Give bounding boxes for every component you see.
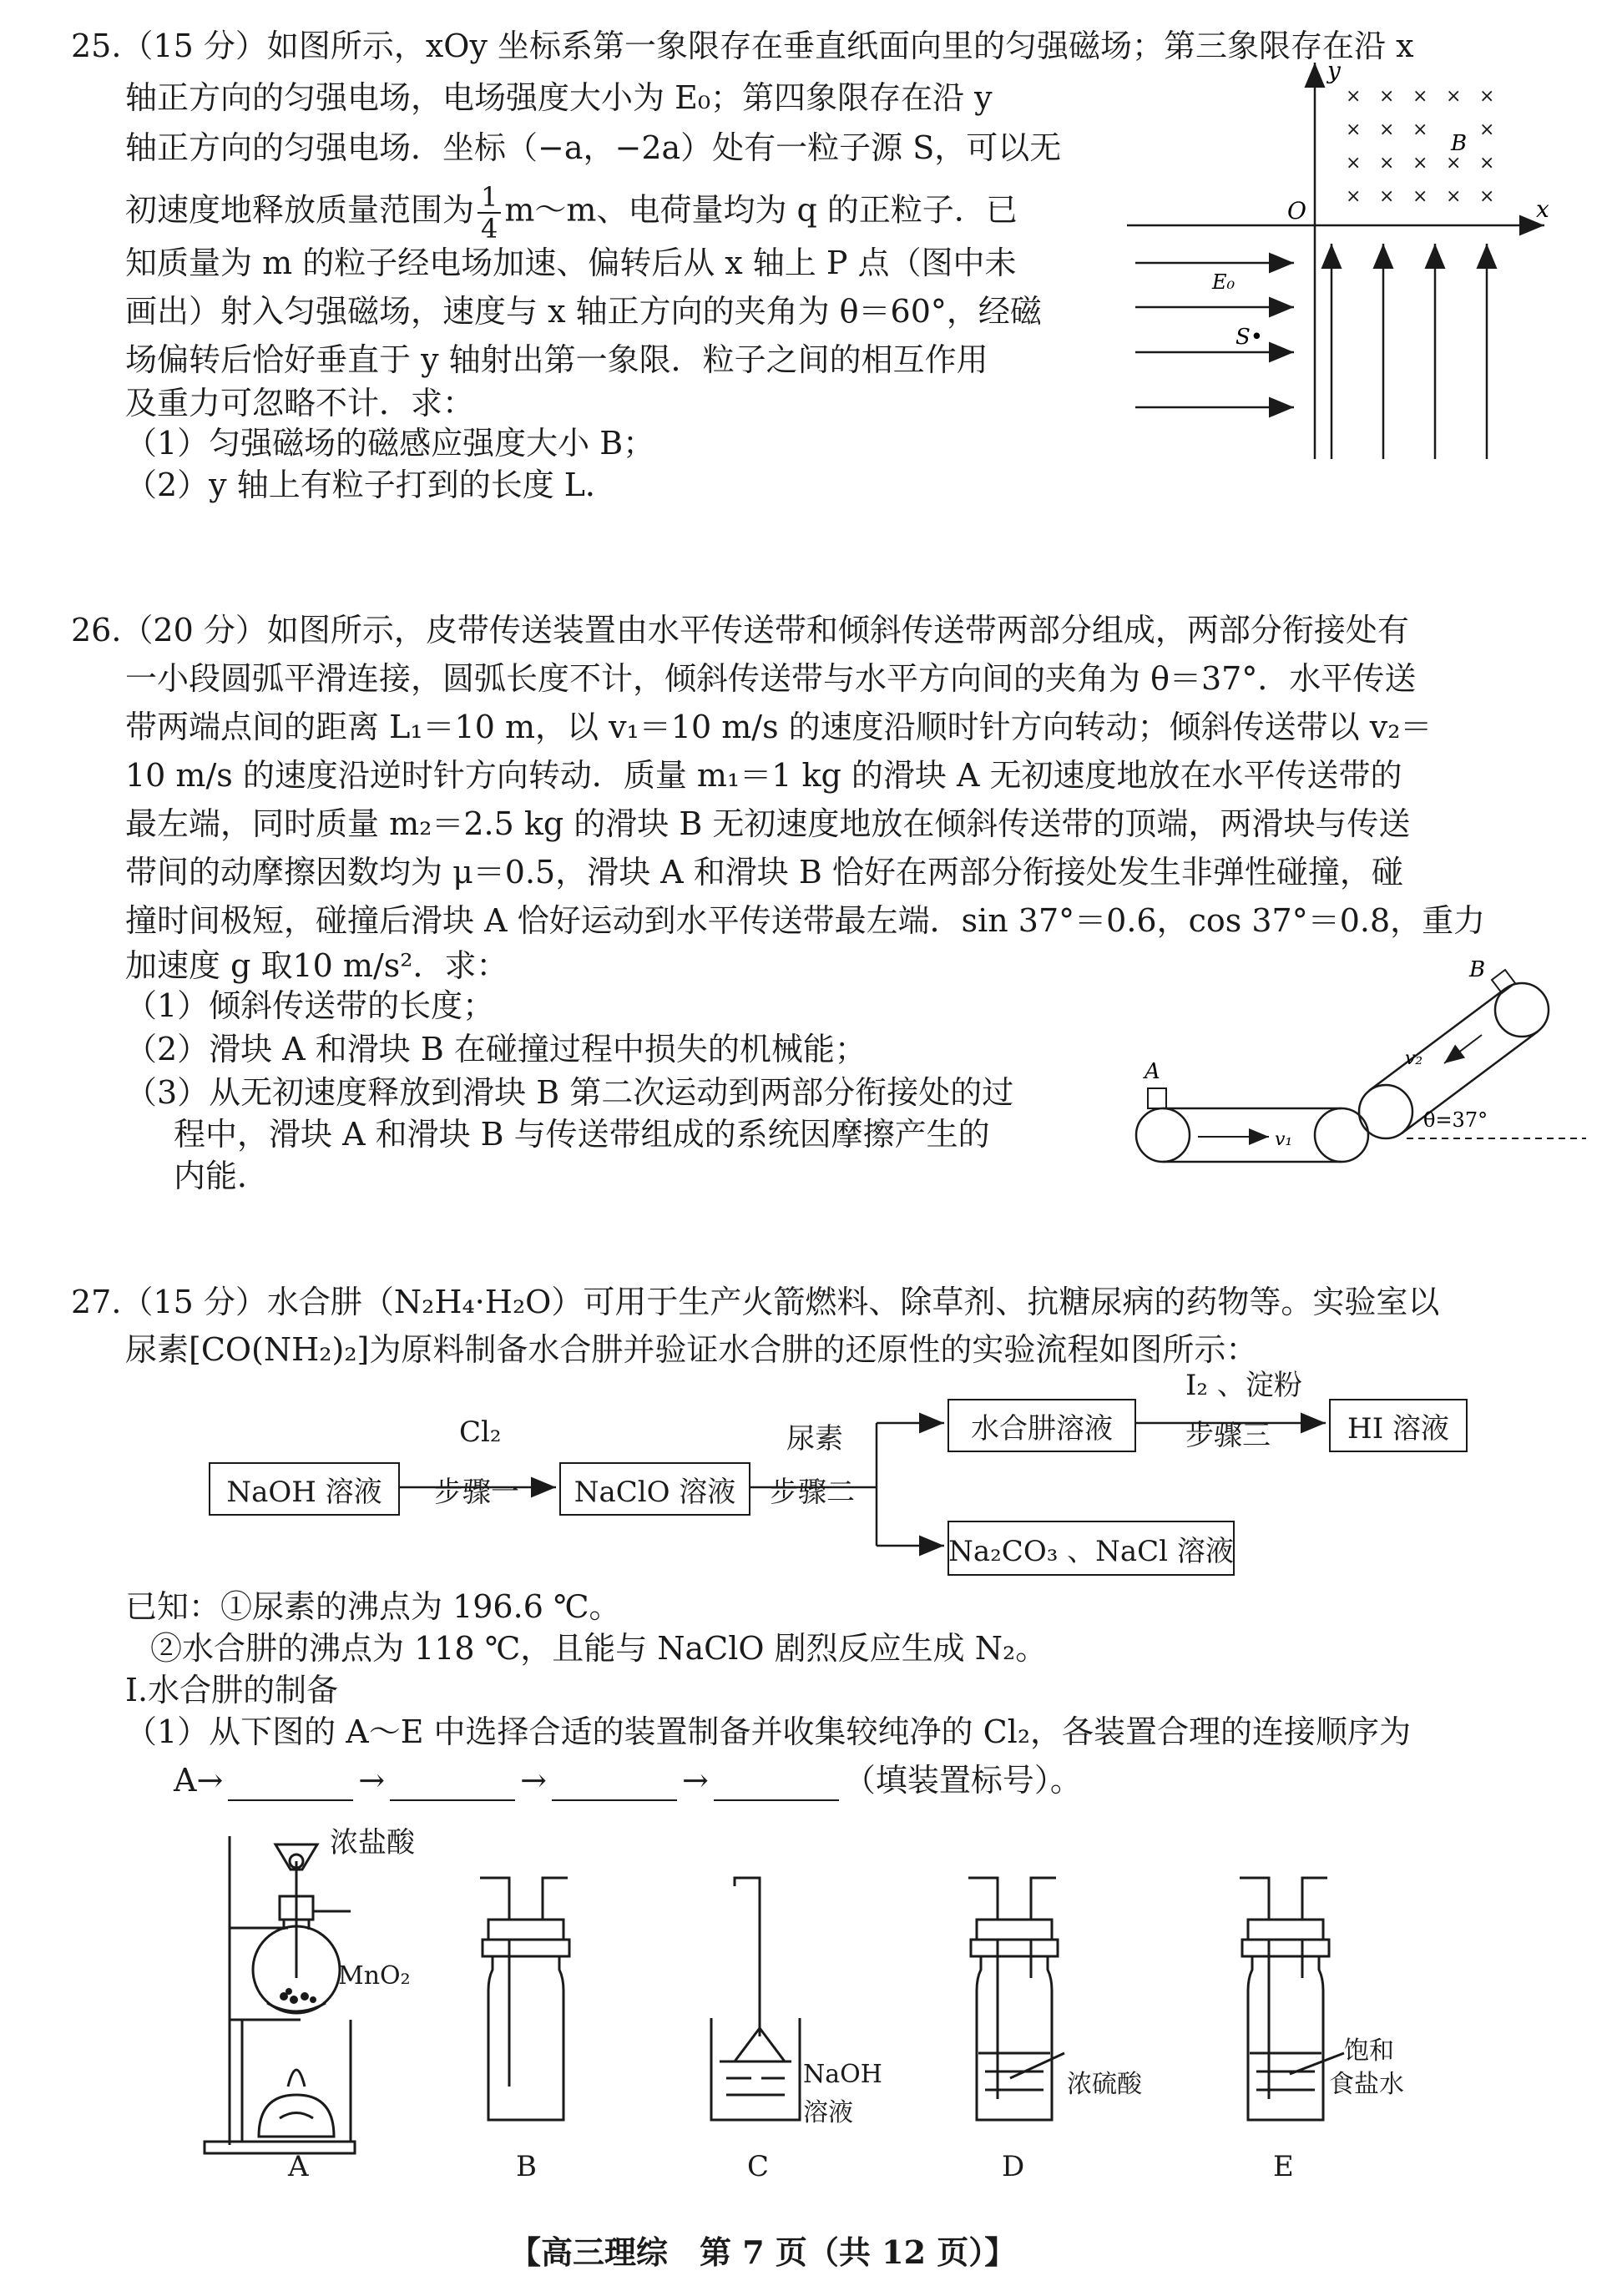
flow-box-hydrazine: 水合肼溶液 (947, 1399, 1136, 1452)
answer-blank-3[interactable] (552, 1769, 677, 1801)
q27-line-1: 27.（15 分）水合肼（N₂H₄·H₂O）可用于生产火箭燃料、除草剂、抗糖尿病的药物等。实验室以 (71, 1284, 1440, 1320)
q26-line-12: 程中，滑块 A 和滑块 B 与传送带组成的系统因摩擦产生的 (174, 1116, 990, 1153)
svg-text:×: × (1379, 186, 1395, 207)
frac-numerator: 1 (478, 182, 501, 214)
x-axis-label: x (1536, 195, 1549, 223)
svg-text:×: × (1412, 186, 1428, 207)
q26-line-10: （2）滑块 A 和滑块 B 在碰撞过程中损失的机械能； (125, 1031, 867, 1067)
q26-line-13: 内能． (174, 1158, 270, 1194)
svg-text:×: × (1412, 153, 1428, 174)
apparatus-label-b: B (516, 2150, 537, 2183)
order-arrow-1: → (358, 1762, 386, 1799)
e0-label: E₀ (1212, 270, 1235, 294)
block-b-label: B (1469, 957, 1486, 982)
svg-text:×: × (1346, 153, 1362, 174)
b-field-label: B (1451, 131, 1468, 156)
v2-label: v₂ (1405, 1048, 1423, 1069)
source-s-label: S• (1235, 325, 1264, 350)
svg-text:×: × (1446, 186, 1462, 207)
q25-line-2: 轴正方向的匀强电场，电场强度大小为 E₀；第四象限存在沿 y (125, 79, 993, 116)
q26-line-3: 带两端点间的距离 L₁＝10 m，以 v₁＝10 m/s 的速度沿顺时针方向转动；倾斜传送带以 v₂＝ (125, 709, 1433, 745)
answer-blank-2[interactable] (390, 1769, 515, 1801)
svg-text:×: × (1479, 119, 1495, 140)
apparatus-label-d: D (1002, 2150, 1025, 2183)
label-mno2: MnO₂ (338, 1961, 411, 1991)
q27-known-1: 已知：①尿素的沸点为 196.6 ℃。 (125, 1588, 621, 1625)
flow-box-naoh: NaOH 溶液 (209, 1462, 400, 1516)
svg-text:×: × (1446, 86, 1462, 107)
q25-line-8: 及重力可忽略不计．求： (125, 385, 475, 421)
q26-line-9: （1）倾斜传送带的长度； (125, 987, 495, 1024)
order-arrow-2: → (520, 1762, 547, 1799)
y-axis-label: y (1327, 57, 1341, 84)
svg-text:×: × (1479, 153, 1495, 174)
flow-step3-label: 步骤三 (1185, 1419, 1271, 1452)
answer-blank-1[interactable] (228, 1769, 353, 1801)
block-a-label: A (1145, 1059, 1160, 1084)
q26-line-11: （3）从无初速度释放到滑块 B 第二次运动到两部分衔接处的过 (125, 1074, 1014, 1111)
order-end: （填装置标号）。 (843, 1762, 1082, 1799)
svg-text:×: × (1412, 119, 1428, 140)
angle-label: θ=37° (1423, 1108, 1488, 1132)
q26-line-5: 最左端，同时质量 m₂＝2.5 kg 的滑块 B 无初速度地放在倾斜传送带的顶端，两滑块与传送 (125, 805, 1411, 842)
q27-section-heading: Ⅰ.水合肼的制备 (125, 1672, 339, 1708)
label-brine: 食盐水 (1329, 2070, 1404, 2099)
q27-part1-question: （1）从下图的 A～E 中选择合适的装置制备并收集较纯净的 Cl₂，各装置合理的连接顺序为 (125, 1713, 1412, 1750)
svg-text:×: × (1346, 119, 1362, 140)
origin-label: O (1287, 197, 1306, 225)
q26-line-4: 10 m/s 的速度沿逆时针方向转动．质量 m₁＝1 kg 的滑块 A 无初速度地放在水平传送带的 (125, 757, 1402, 794)
apparatus-a (205, 1836, 355, 2153)
flow-cl2-label: Cl₂ (459, 1415, 502, 1449)
flow-box-naclo: NaClO 溶液 (559, 1462, 750, 1516)
apparatus-c (711, 1878, 800, 2120)
q25-line-5: 知质量为 m 的粒子经电场加速、偏转后从 x 轴上 P 点（图中未 (125, 245, 1017, 281)
svg-text:×: × (1379, 86, 1395, 107)
page-footer: 【高三理综 第 7 页（共 12 页）】 (509, 2233, 1017, 2271)
apparatus-label-a: A (288, 2150, 309, 2183)
label-conc-h2so4: 浓硫酸 (1067, 2070, 1142, 2099)
svg-text:×: × (1379, 119, 1395, 140)
q26-line-2: 一小段圆弧平滑连接，圆弧长度不计，倾斜传送带与水平方向间的夹角为 θ＝37°．水平传送 (125, 660, 1417, 697)
svg-text:×: × (1346, 186, 1362, 207)
order-start: A→ (174, 1762, 224, 1799)
flow-step2-label: 步骤二 (770, 1476, 855, 1509)
q27-line-2: 尿素[CO(NH₂)₂]为原料制备水合肼并验证水合肼的还原性的实验流程如图所示： (125, 1331, 1258, 1368)
svg-text:×: × (1446, 153, 1462, 174)
frac-denominator: 4 (481, 213, 498, 245)
svg-text:×: × (1379, 153, 1395, 174)
svg-text:×: × (1479, 86, 1495, 107)
answer-blank-4[interactable] (714, 1769, 839, 1801)
mno2-solid (280, 1988, 316, 2004)
q26-line-1: 26.（20 分）如图所示，皮带传送装置由水平传送带和倾斜传送带两部分组成，两部分衔接处有 (71, 612, 1409, 648)
apparatus-d (968, 1878, 1064, 2120)
flow-i2-label: I₂ 、淀粉 (1185, 1369, 1302, 1402)
flow-box-hi: HI 溶液 (1329, 1399, 1468, 1452)
flow-step1-label: 步骤一 (434, 1476, 519, 1509)
q25-line-9: （1）匀强磁场的磁感应强度大小 B； (125, 425, 655, 462)
q25-line-4-prefix: 初速度地释放质量范围为 (125, 191, 475, 229)
q27-known-2: ②水合肼的沸点为 118 ℃，且能与 NaClO 剧烈反应生成 N₂。 (150, 1630, 1048, 1667)
svg-text:×: × (1412, 86, 1428, 107)
apparatus-label-c: C (747, 2150, 770, 2183)
svg-text:×: × (1479, 186, 1495, 207)
q25-line-3: 轴正方向的匀强电场．坐标（−a，−2a）处有一粒子源 S，可以无 (125, 129, 1062, 166)
label-naoh: NaOH (803, 2060, 882, 2089)
q26-line-8: 加速度 g 取10 m/s²．求： (125, 947, 508, 984)
q26-line-6: 带间的动摩擦因数均为 μ＝0.5，滑块 A 和滑块 B 恰好在两部分衔接处发生非弹性碰撞，碰 (125, 854, 1403, 891)
apparatus-label-e: E (1273, 2150, 1294, 2183)
svg-text:×: × (1346, 86, 1362, 107)
q25-line-4-suffix: m～m、电荷量均为 q 的正粒子．已 (504, 191, 1018, 229)
label-hcl: 浓盐酸 (330, 1826, 415, 1860)
label-saturated: 饱和 (1344, 2036, 1394, 2066)
q25-line-10: （2）y 轴上有粒子打到的长度 L． (125, 467, 618, 503)
v1-label: v₁ (1275, 1129, 1293, 1150)
label-solution: 溶液 (803, 2098, 853, 2127)
order-arrow-3: → (681, 1762, 709, 1799)
apparatus-b (480, 1878, 569, 2120)
q25-line-6: 画出）射入匀强磁场，速度与 x 轴正方向的夹角为 θ＝60°，经磁 (125, 293, 1042, 330)
q26-line-7: 撞时间极短，碰撞后滑块 A 恰好运动到水平传送带最左端．sin 37°＝0.6，cos 37°＝0.8，重力 (125, 902, 1486, 939)
flow-box-na2co3-nacl: Na₂CO₃ 、NaCl 溶液 (947, 1521, 1235, 1576)
flow-urea-label: 尿素 (786, 1422, 843, 1456)
q27-order-line (174, 1759, 1082, 1801)
q25-line-1: 25.（15 分）如图所示，xOy 坐标系第一象限存在垂直纸面向里的匀强磁场；第三象限存在沿 x (71, 28, 1414, 64)
q25-line-7: 场偏转后恰好垂直于 y 轴射出第一象限．粒子之间的相互作用 (125, 341, 988, 378)
